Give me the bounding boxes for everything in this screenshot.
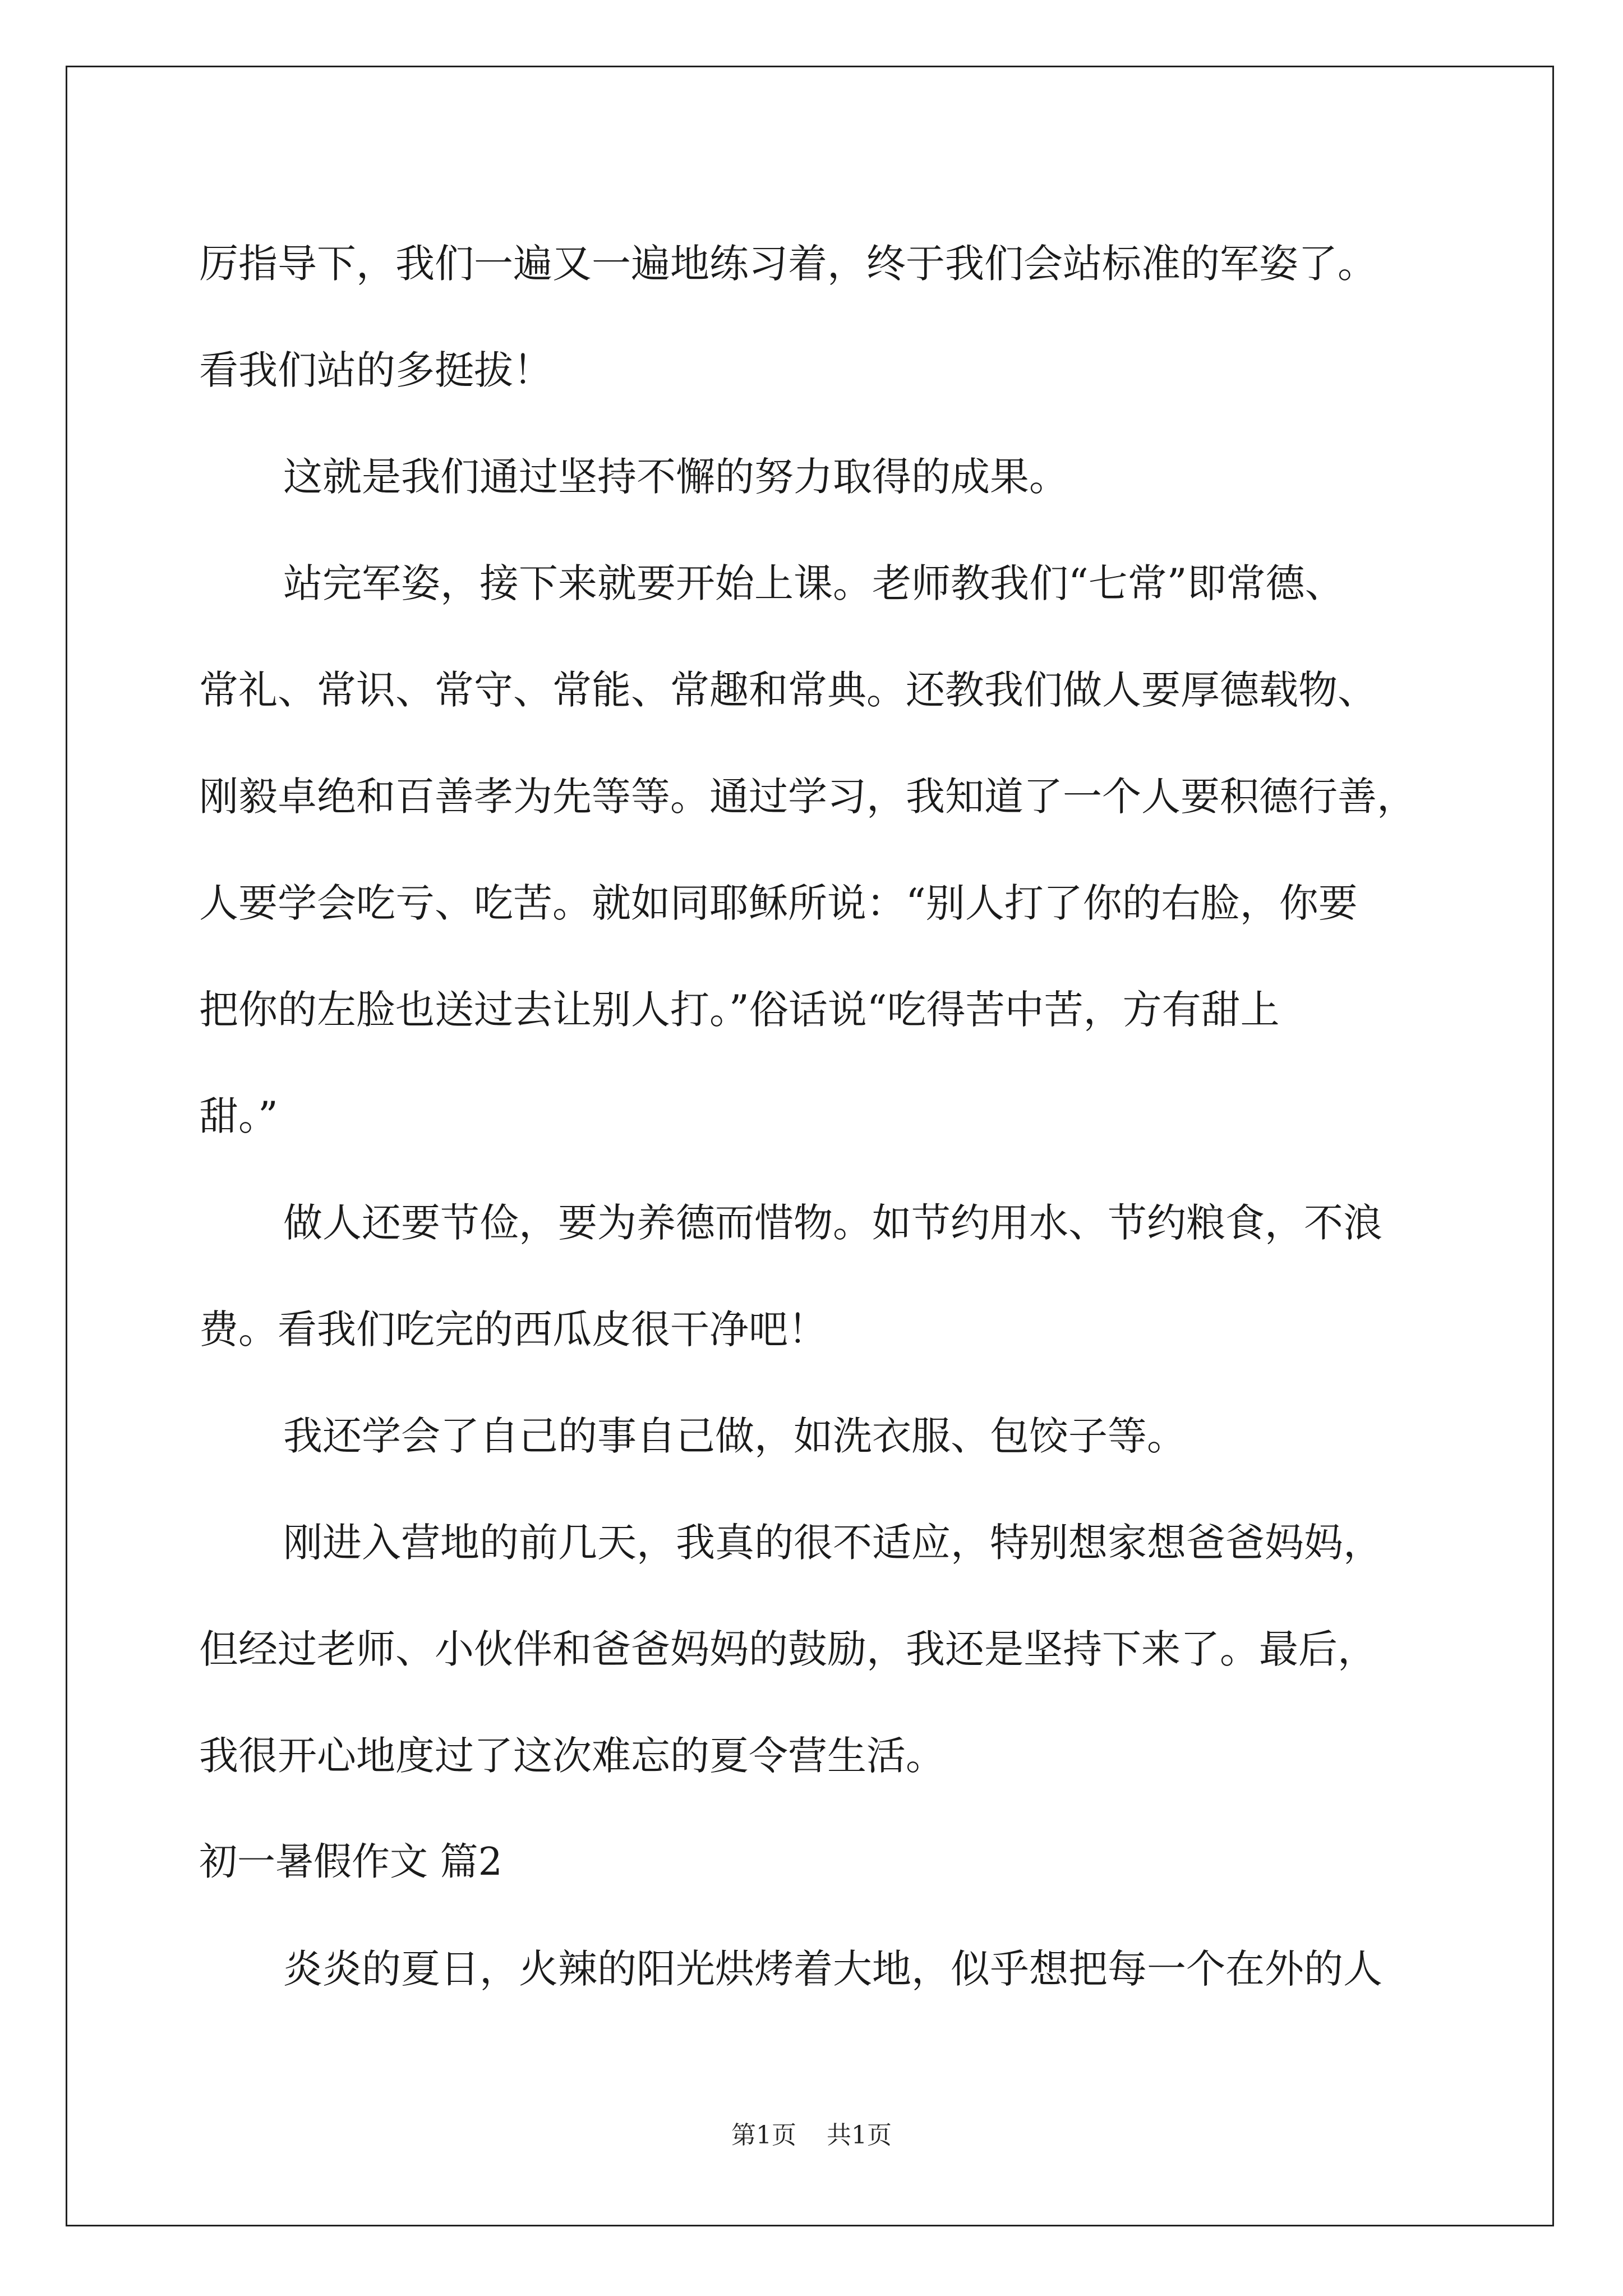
- text-line: 人要学会吃亏、吃苦。就如同耶稣所说：“别人打了你的右脸，你要: [199, 880, 1358, 926]
- text-line: 刚进入营地的前几天，我真的很不适应，特别想家想爸爸妈妈，: [283, 1520, 1382, 1566]
- page-footer: [0, 2115, 1623, 2151]
- text-line: 这就是我们通过坚持不懈的努力取得的成果。: [283, 454, 1068, 500]
- document-body: [199, 210, 1472, 2022]
- text-line: 把你的左脸也送过去让别人打。”俗话说“吃得苦中苦，方有甜上: [199, 987, 1280, 1033]
- text-line: 常礼、常识、常守、常能、常趣和常典。还教我们做人要厚德载物、: [199, 667, 1377, 713]
- page-total: 共1页: [827, 2121, 892, 2150]
- text-line: 刚毅卓绝和百善孝为先等等。通过学习，我知道了一个人要积德行善，: [199, 774, 1416, 820]
- text-line: 但经过老师、小伙伴和爸爸妈妈的鼓励，我还是坚持下来了。最后，: [199, 1626, 1377, 1672]
- text-line: 做人还要节俭，要为养德而惜物。如节约用水、节约粮食，不浪: [283, 1200, 1382, 1246]
- section-heading: 初一暑假作文 篇2: [199, 1840, 502, 1884]
- text-line: 费。看我们吃完的西瓜皮很干净吧！: [199, 1306, 827, 1352]
- text-line: 看我们站的多挺拔！: [199, 347, 552, 393]
- text-line: 站完军姿，接下来就要开始上课。老师教我们“七常”即常德、: [283, 560, 1344, 606]
- page-number: 第1页: [731, 2121, 796, 2150]
- text-line: 甜。”: [199, 1093, 278, 1139]
- text-line: 厉指导下，我们一遍又一遍地练习着，终于我们会站标准的军姿了。: [199, 241, 1377, 287]
- text-line: 我还学会了自己的事自己做，如洗衣服、包饺子等。: [283, 1413, 1186, 1459]
- text-line: 我很开心地度过了这次难忘的夏令营生活。: [199, 1733, 945, 1779]
- text-line: 炎炎的夏日，火辣的阳光烘烤着大地，似乎想把每一个在外的人: [283, 1946, 1382, 1992]
